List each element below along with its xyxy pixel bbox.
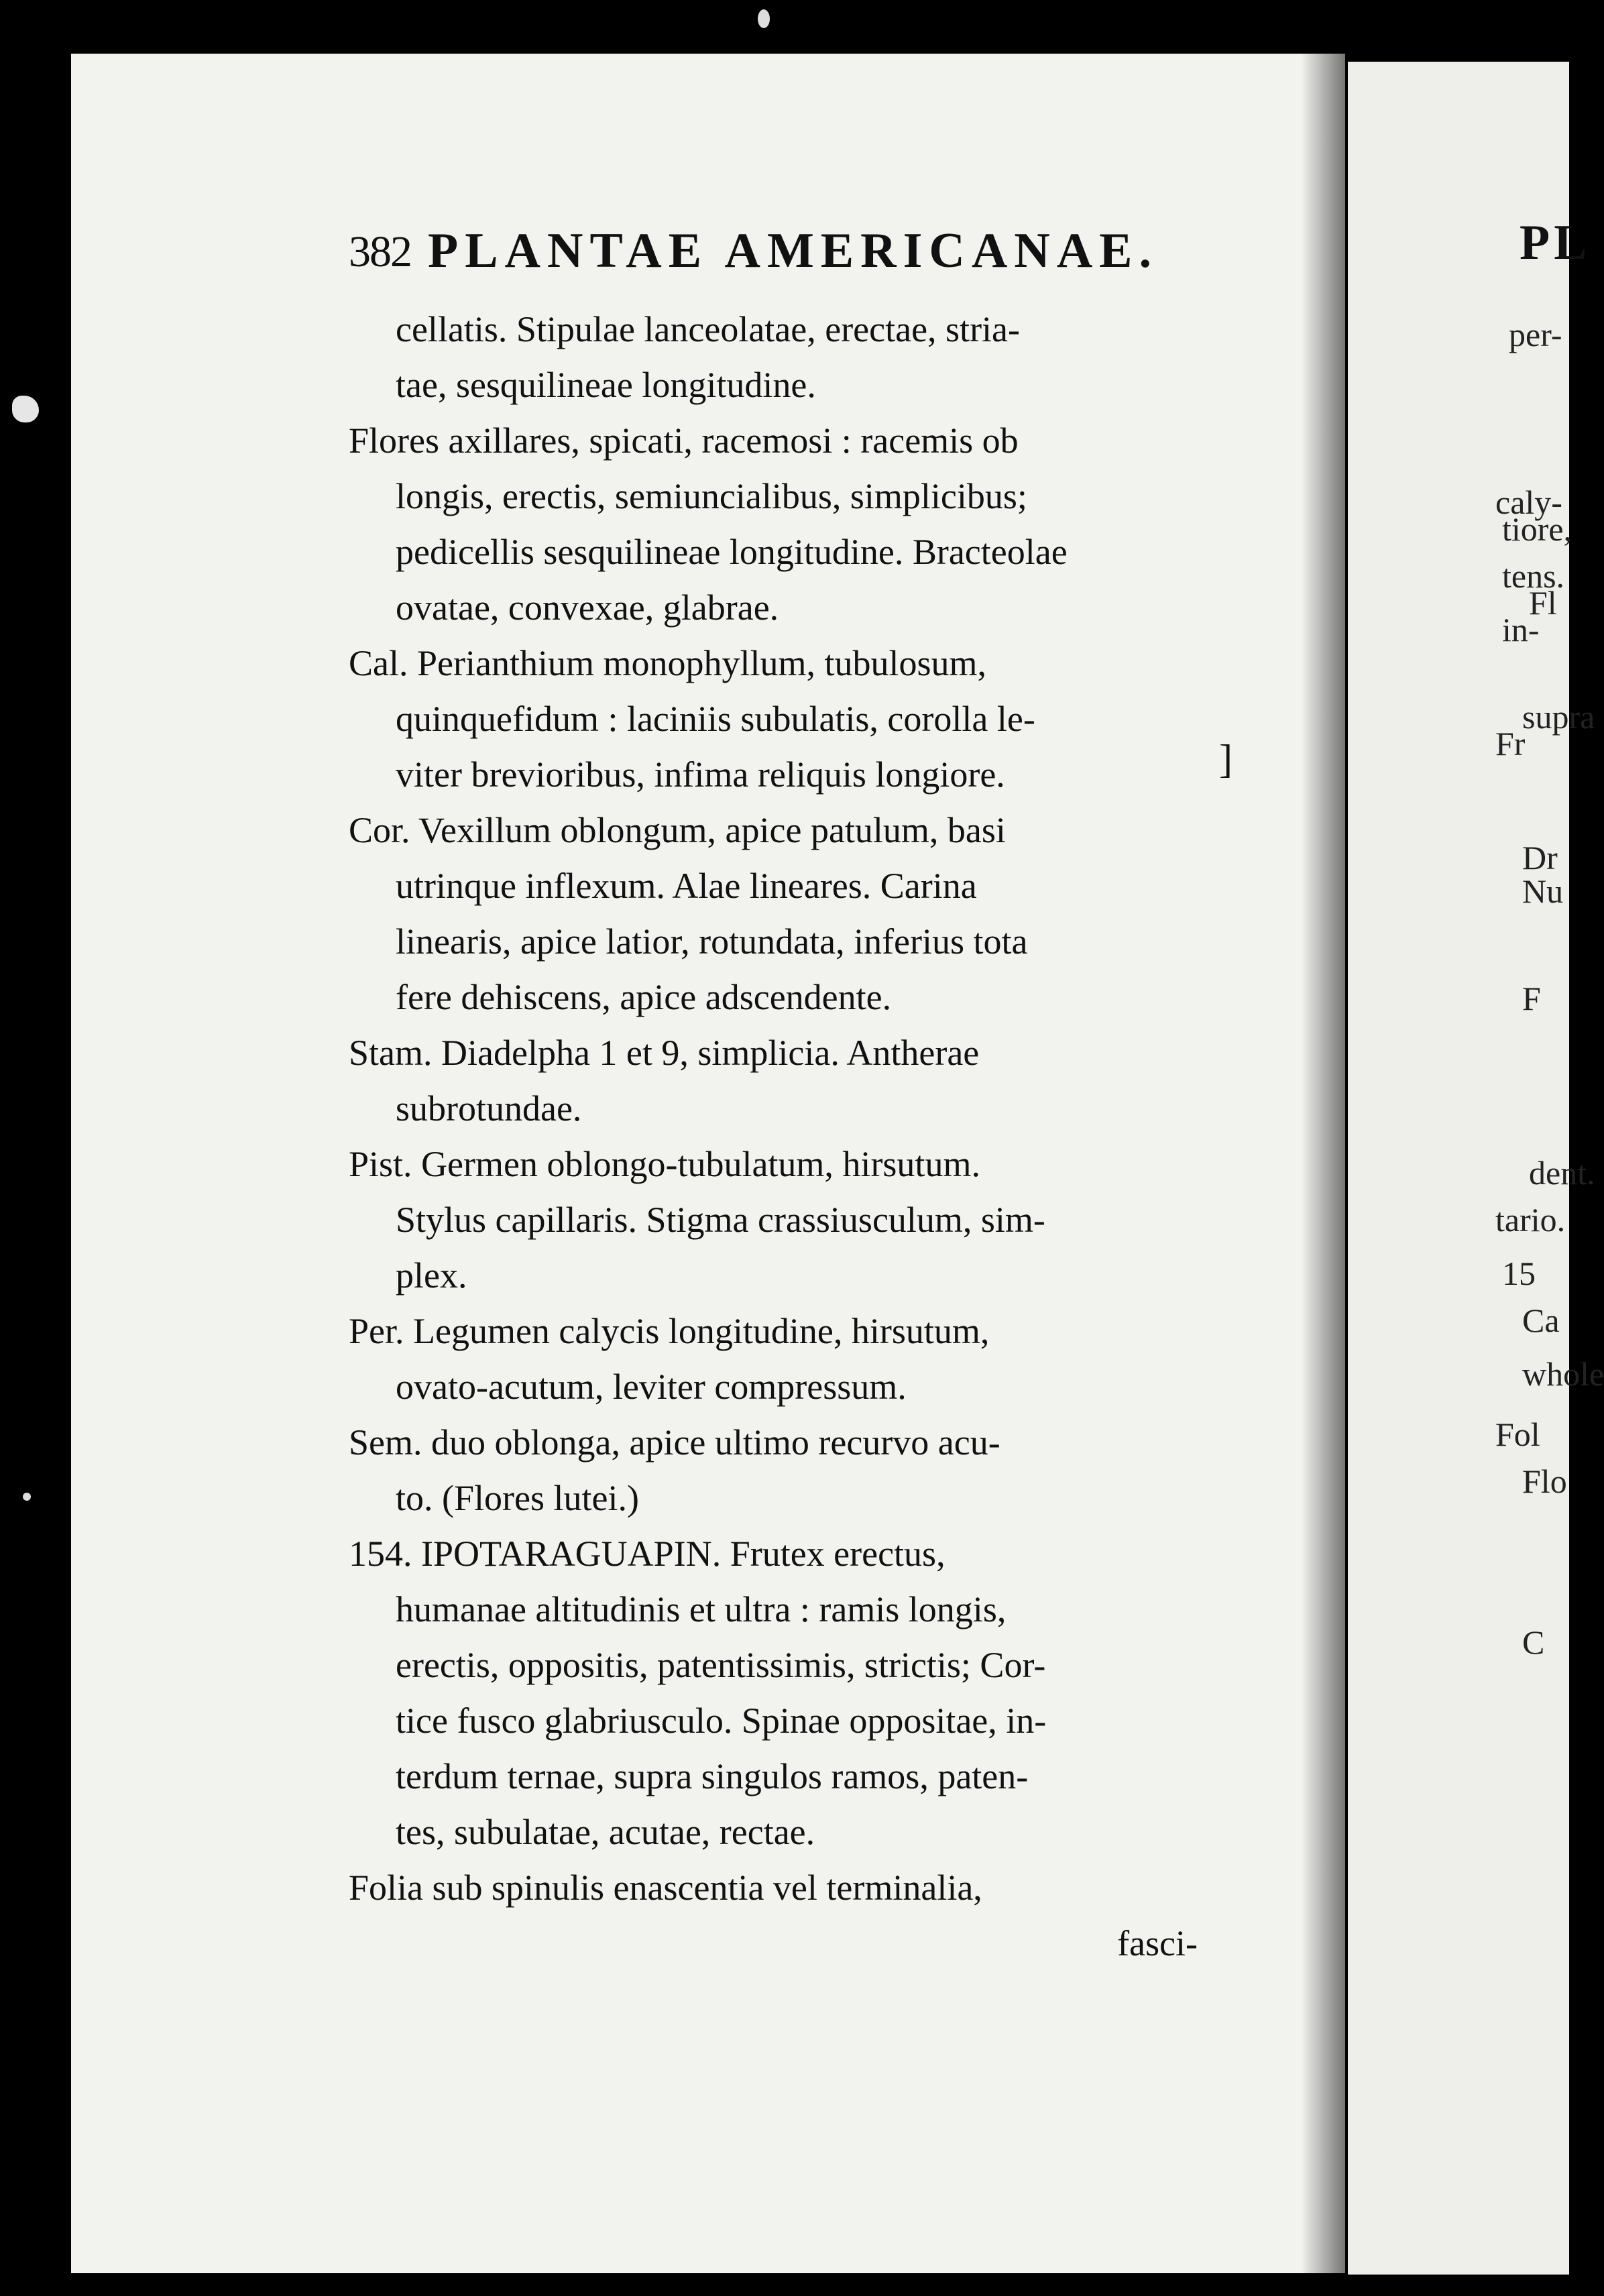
facing-page-fragment: tario. xyxy=(1495,1201,1566,1239)
book-spine xyxy=(1301,54,1348,2273)
page-number: 382 xyxy=(349,227,411,276)
text-line: tae, sesquilineae longitudine. xyxy=(396,365,816,405)
facing-page-fragment: tens. xyxy=(1502,557,1565,595)
running-title: PLANTAE AMERICANAE. xyxy=(428,223,1159,278)
facing-page-fragment: 15 xyxy=(1502,1255,1536,1292)
text-line: quinquefidum : laciniis subulatis, corolla le- xyxy=(396,699,1035,739)
margin-dot xyxy=(23,1493,31,1501)
text-line: longis, erectis, semiuncialibus, simplicibus; xyxy=(396,476,1027,516)
facing-page-fragment: caly- xyxy=(1495,483,1562,521)
text-line: tice fusco glabriusculo. Spinae oppositae, in- xyxy=(396,1701,1047,1741)
text-line: Cor. Vexillum oblongum, apice patulum, basi xyxy=(349,810,1006,850)
text-line: utrinque inflexum. Alae lineares. Carina xyxy=(396,866,977,906)
margin-blot xyxy=(12,396,39,422)
text-line: linearis, apice latior, rotundata, inferius tota xyxy=(396,921,1028,962)
facing-page-fragment: whole xyxy=(1522,1355,1604,1393)
facing-page-fragment: per- xyxy=(1509,316,1562,353)
text-line: Folia sub spinulis enascentia vel terminalia, xyxy=(349,1868,982,1908)
facing-page-fragment: F xyxy=(1522,980,1541,1017)
text-line: cellatis. Stipulae lanceolatae, erectae, stria- xyxy=(396,309,1020,349)
text-line: subrotundae. xyxy=(396,1088,582,1129)
facing-page-fragment: in- xyxy=(1502,611,1540,648)
text-line: ovato-acutum, leviter compressum. xyxy=(396,1367,907,1407)
facing-page-fragment: Fr xyxy=(1495,725,1526,762)
facing-page-fragment: Flo xyxy=(1522,1462,1567,1500)
text-line: erectis, oppositis, patentissimis, strictis; Cor- xyxy=(396,1645,1046,1685)
text-line: pedicellis sesquilineae longitudine. Bracteolae xyxy=(396,532,1068,572)
facing-page-header: PL xyxy=(1520,215,1591,270)
facing-page-fragment: Nu xyxy=(1522,872,1564,910)
text-line: fere dehiscens, apice adscendente. xyxy=(396,977,892,1017)
facing-page-fragment: dent. xyxy=(1529,1154,1595,1192)
text-line: Cal. Perianthium monophyllum, tubulosum, xyxy=(349,643,986,683)
catchword: fasci- xyxy=(1117,1923,1198,1963)
text-line: ovatae, convexae, glabrae. xyxy=(396,587,779,628)
facing-page-fragment: C xyxy=(1522,1623,1545,1661)
text-line: Stam. Diadelpha 1 et 9, simplicia. Antherae xyxy=(349,1033,980,1073)
text-line: humanae altitudinis et ultra : ramis longis, xyxy=(396,1589,1007,1629)
facing-page-fragment: Fl xyxy=(1529,584,1557,622)
facing-page-fragment: Dr xyxy=(1522,839,1558,876)
page-speck xyxy=(758,9,770,28)
text-line: to. (Flores lutei.) xyxy=(396,1478,639,1518)
text-line: plex. xyxy=(396,1255,467,1296)
text-line: Stylus capillaris. Stigma crassiusculum, sim- xyxy=(396,1200,1045,1240)
facing-page-fragment: Fol xyxy=(1495,1416,1540,1453)
text-line: Per. Legumen calycis longitudine, hirsutum, xyxy=(349,1311,990,1351)
text-line: tes, subulatae, acutae, rectae. xyxy=(396,1812,815,1852)
text-line: Sem. duo oblonga, apice ultimo recurvo acu- xyxy=(349,1422,1000,1462)
body-text xyxy=(349,302,1198,1971)
text-line: terdum ternae, supra singulos ramos, paten- xyxy=(396,1756,1029,1796)
margin-bracket: ] xyxy=(1219,737,1233,781)
page-header xyxy=(349,223,1301,300)
facing-page-fragment: supra xyxy=(1522,698,1595,736)
facing-page-fragment: tiore, xyxy=(1502,510,1572,548)
text-line: Pist. Germen oblongo-tubulatum, hirsutum. xyxy=(349,1144,980,1184)
text-line: Flores axillares, spicati, racemosi : racemis ob xyxy=(349,420,1019,461)
facing-page-fragment: Ca xyxy=(1522,1302,1560,1339)
text-line: viter brevioribus, infima reliquis longiore. xyxy=(396,754,1005,795)
text-line: 154. IPOTARAGUAPIN. Frutex erectus, xyxy=(349,1534,946,1574)
